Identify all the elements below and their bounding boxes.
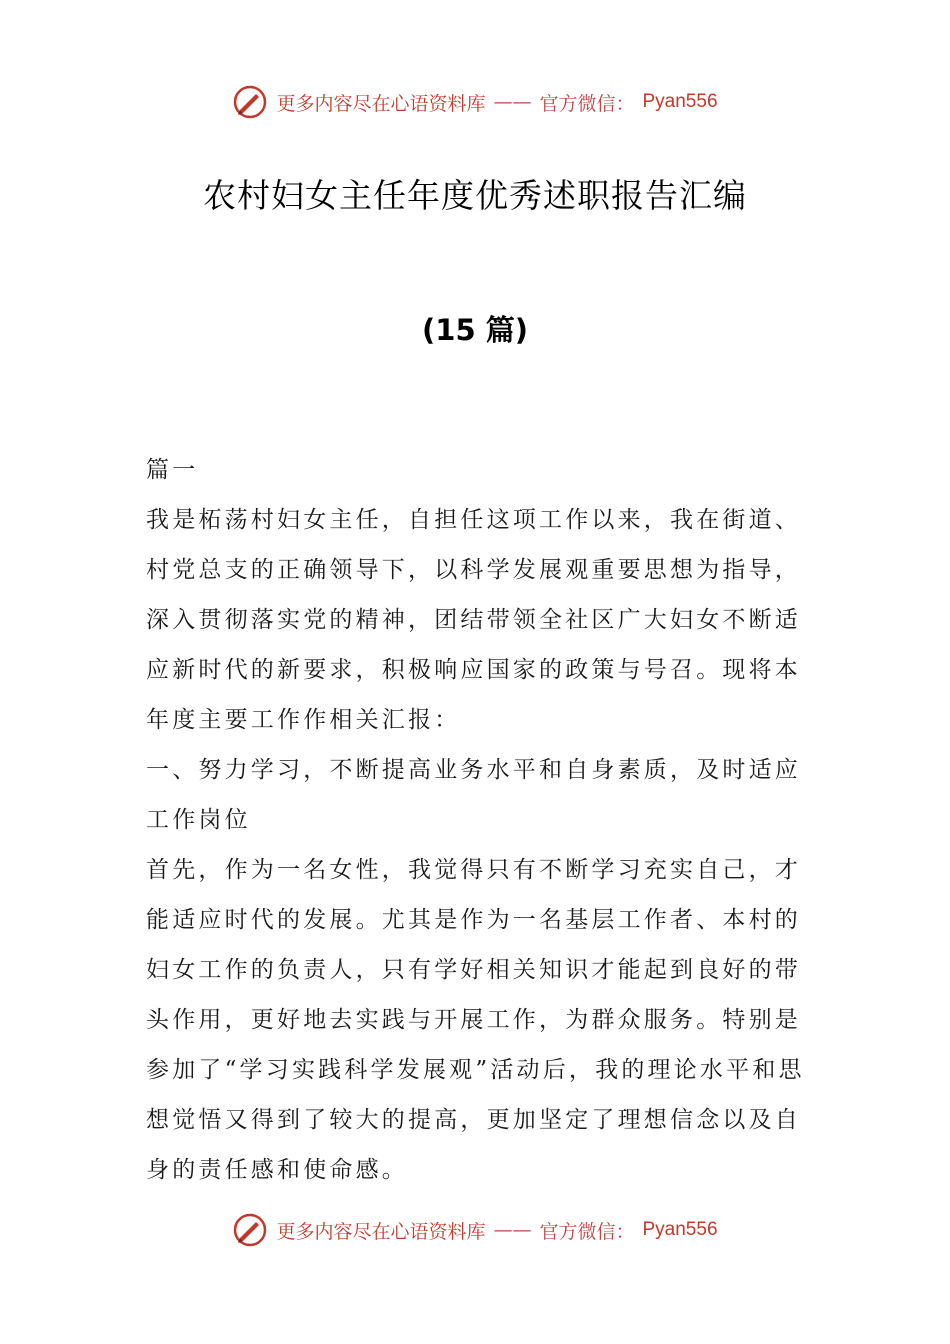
- banner-wechat-label: 官方微信：: [539, 92, 635, 115]
- section-heading: 篇一: [146, 457, 199, 483]
- body-paragraph: 一、努力学习，不断提高业务水平和自身素质，及时适应工作岗位: [146, 757, 801, 833]
- document-title: 农村妇女主任年度优秀述职报告汇编: [203, 176, 747, 215]
- body-paragraph: 首先，作为一名女性，我觉得只有不断学习充实自己，才能适应时代的发展。尤其是作为一名基层工作者、本村的妇女工作的负责人，只有学好相关知识才能起到良好的带头作用，更好地去实践与开展工作，为群众服务。特别是参加了“学习实践科学发展观”活动后，我的理论水平和思想觉悟又得到了较大的提高，更加坚定了理想信念以及自身的责任感和使命感。: [146, 857, 805, 1183]
- banner-wechat-id: Pyan556: [642, 1219, 718, 1240]
- banner-separator: ——: [493, 1219, 532, 1241]
- banner-text: 更多内容尽在心语资料库: [276, 92, 486, 115]
- footer-watermark-banner: [0, 1210, 950, 1250]
- banner-wechat-label: 官方微信：: [539, 1220, 635, 1243]
- document-body: [146, 445, 810, 1195]
- banner-wechat-id: Pyan556: [642, 91, 718, 112]
- pen-circle-logo-icon: [232, 1212, 268, 1248]
- document-subtitle: (15 篇): [422, 313, 528, 347]
- header-watermark-banner: [0, 82, 950, 122]
- banner-separator: ——: [493, 91, 532, 113]
- body-paragraph: 我是柘荡村妇女主任，自担任这项工作以来，我在街道、村党总支的正确领导下，以科学发展观重要思想为指导，深入贯彻落实党的精神，团结带领全社区广大妇女不断适应新时代的新要求，积极响应国家的政策与号召。现将本年度主要工作作相关汇报：: [146, 507, 801, 733]
- banner-text: 更多内容尽在心语资料库: [276, 1220, 486, 1243]
- pen-circle-logo-icon: [232, 84, 268, 120]
